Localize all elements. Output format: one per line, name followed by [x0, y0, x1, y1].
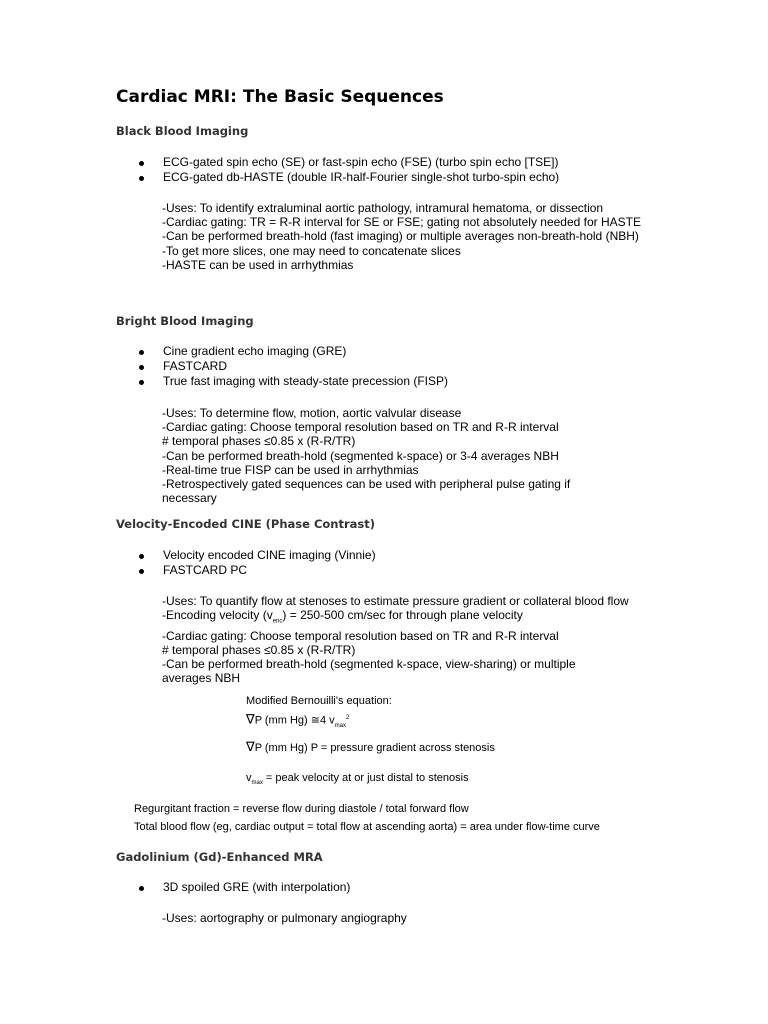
- note-line: -Cardiac gating: TR = R-R interval for SE or FSE; gating not absolutely needed for HASTE: [162, 215, 642, 230]
- note-line: -Encoding velocity $(v_{enc}) = 250-500$ cm/sec for through plane velocity: [162, 608, 523, 625]
- black-blood-bullets: [0, 155, 559, 185]
- page-title: Cardiac MRI: The Basic Sequences: [116, 87, 444, 107]
- note-line: # temporal phases ≤0.85 x (R-R/TR): [162, 434, 356, 449]
- list-item: True fast imaging with steady-state precession (FISP): [0, 374, 448, 389]
- note-line: # temporal phases ≤0.85 x (R-R/TR): [162, 643, 356, 657]
- bullet-icon: [139, 350, 144, 355]
- list-item: ECG-gated db-HASTE (double IR-half-Fourier single-shot turbo-spin echo): [0, 170, 559, 185]
- equation-line-3: $v_{max}$ = peak velocity at or just distal to stenosis: [246, 772, 469, 787]
- velocity-notes: [162, 594, 662, 686]
- equation-line-1: ∇P (mm Hg) ≅4 $v_{max}^2$: [246, 711, 350, 729]
- gadolinium-notes: [162, 911, 662, 925]
- equation-line-2: ∇P (mm Hg) P = pressure gradient across stenosis: [246, 739, 495, 754]
- note-line: -HASTE can be used in arrhythmias: [162, 257, 354, 272]
- bright-blood-bullets: [0, 344, 448, 389]
- note-line: -Uses: To determine flow, motion, aortic valvular disease: [162, 406, 462, 420]
- nabla-icon: ∇: [246, 711, 255, 727]
- bullet-icon: [139, 569, 144, 574]
- bright-blood-notes: [162, 406, 662, 505]
- note-line: -Uses: To identify extraluminal aortic pathology, intramural hematoma, or dissection: [162, 201, 604, 215]
- bullet-icon: [139, 176, 144, 181]
- list-item: Cine gradient echo imaging (GRE): [0, 344, 448, 359]
- list-item: FASTCARD: [0, 359, 448, 374]
- bullet-icon: [139, 554, 144, 559]
- note-line: -To get more slices, one may need to concatenate slices: [162, 243, 461, 258]
- note-line: -Real-time true FISP can be used in arrhythmias: [162, 462, 419, 477]
- note-line: -Can be performed breath-hold (fast imaging) or multiple averages non-breath-hold (NBH): [162, 229, 639, 244]
- heading-bright-blood: Bright Blood Imaging: [116, 314, 254, 328]
- list-item: Velocity encoded CINE imaging (Vinnie): [0, 548, 376, 563]
- heading-velocity-encoded: Velocity-Encoded CINE (Phase Contrast): [116, 517, 376, 531]
- total-blood-flow-text: Total blood flow (eg, cardiac output = total flow at ascending aorta) = area under flow-time curve: [134, 821, 600, 833]
- bullet-icon: [139, 365, 144, 370]
- note-line: -Cardiac gating: Choose temporal resolution based on TR and R-R interval: [162, 628, 559, 643]
- note-line: -Cardiac gating: Choose temporal resolution based on TR and R-R interval: [162, 420, 559, 435]
- gadolinium-bullets: [0, 880, 350, 895]
- regurgitant-fraction-text: Regurgitant fraction = reverse flow during diastole / total forward flow: [134, 803, 469, 815]
- list-item: ECG-gated spin echo (SE) or fast-spin echo (FSE) (turbo spin echo [TSE]): [0, 155, 559, 170]
- note-line: -Can be performed breath-hold (segmented k-space) or 3-4 averages NBH: [162, 448, 559, 463]
- note-line: -Retrospectively gated sequences can be used with peripheral pulse gating if necessary: [162, 477, 571, 506]
- velocity-bullets: [0, 548, 376, 578]
- bullet-icon: [139, 380, 144, 385]
- note-line: -Uses: To quantify flow at stenoses to estimate pressure gradient or collateral blood flow: [162, 594, 629, 608]
- note-line: -Can be performed breath-hold (segmented k-space, view-sharing) or multiple averages NBH: [162, 657, 576, 686]
- heading-gadolinium-mra: Gadolinium (Gd)-Enhanced MRA: [116, 850, 323, 864]
- bullet-icon: [139, 886, 144, 891]
- nabla-icon: ∇: [246, 739, 255, 754]
- list-item: FASTCARD PC: [0, 563, 376, 578]
- heading-black-blood: Black Blood Imaging: [116, 124, 249, 138]
- black-blood-notes: [162, 201, 662, 272]
- list-item: 3D spoiled GRE (with interpolation): [0, 880, 350, 895]
- note-line: -Uses: aortography or pulmonary angiography: [162, 911, 407, 925]
- bullet-icon: [139, 161, 144, 166]
- equation-label: Modified Bernouilli's equation:: [246, 695, 392, 707]
